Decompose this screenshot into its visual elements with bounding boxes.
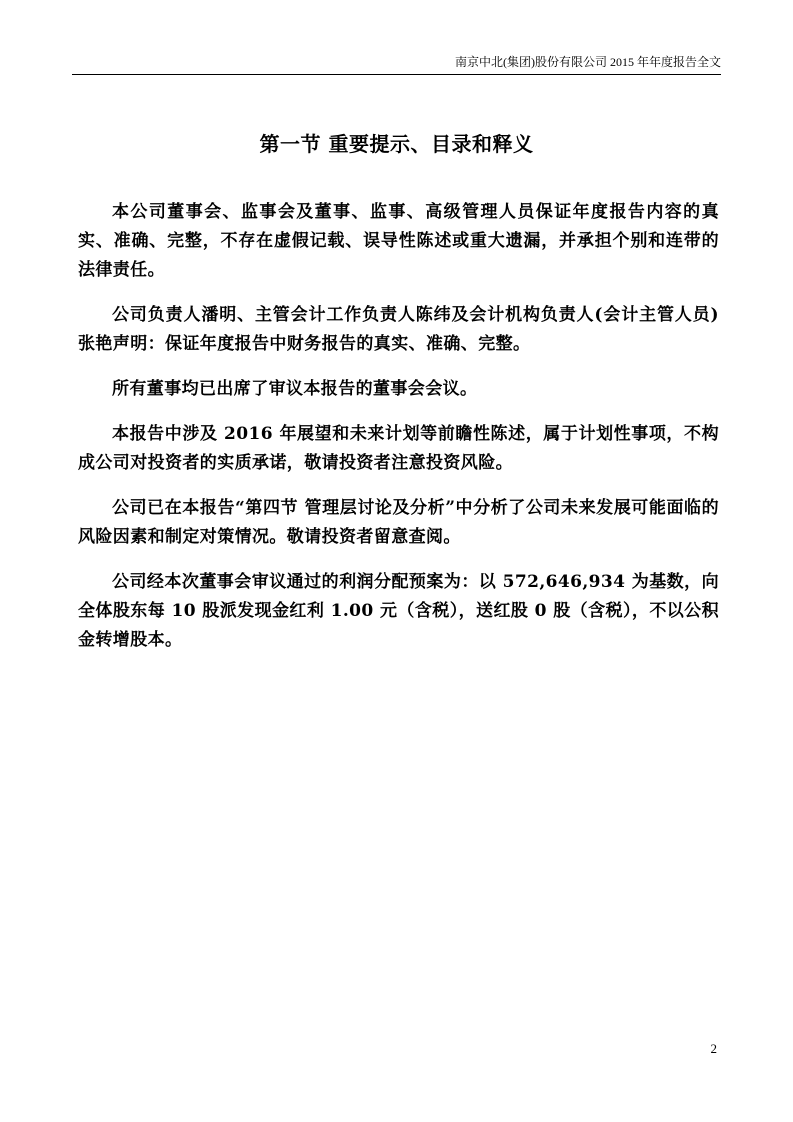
section-title: 第一节 重要提示、目录和释义 (259, 132, 534, 156)
notice-body (78, 198, 719, 671)
page-number: 2 (710, 1041, 717, 1056)
paragraph-board-guarantee: 本公司董事会、监事会及董事、监事、高级管理人员保证年度报告内容的真实、准确、完整，不存在虚假记载、误导性陈述或重大遗漏，并承担个别和连带的法律责任。 (78, 202, 719, 280)
paragraph-risk-factors: 公司已在本报告“第四节 管理层讨论及分析”中分析了公司未来发展可能面临的风险因素和制定对策情况。敬请投资者留意查阅。 (78, 498, 719, 547)
running-header: 南京中北(集团)股份有限公司 2015 年年度报告全文 (72, 54, 721, 75)
paragraph-profit-distribution: 公司经本次董事会审议通过的利润分配预案为：以 572,646,934 为基数，向全体股东每 10 股派发现金红利 1.00 元（含税），送红股 0 股（含税），不以公积金转增股本。 (78, 572, 719, 650)
paragraph-responsible-persons: 公司负责人潘明、主管会计工作负责人陈纬及会计机构负责人(会计主管人员)张艳声明：保证年度报告中财务报告的真实、准确、完整。 (78, 305, 719, 354)
paragraph-directors-attendance: 所有董事均已出席了审议本报告的董事会会议。 (112, 379, 478, 399)
paragraph-forward-looking: 本报告中涉及 2016 年展望和未来计划等前瞻性陈述，属于计划性事项，不构成公司对投资者的实质承诺，敬请投资者注意投资风险。 (78, 424, 719, 473)
